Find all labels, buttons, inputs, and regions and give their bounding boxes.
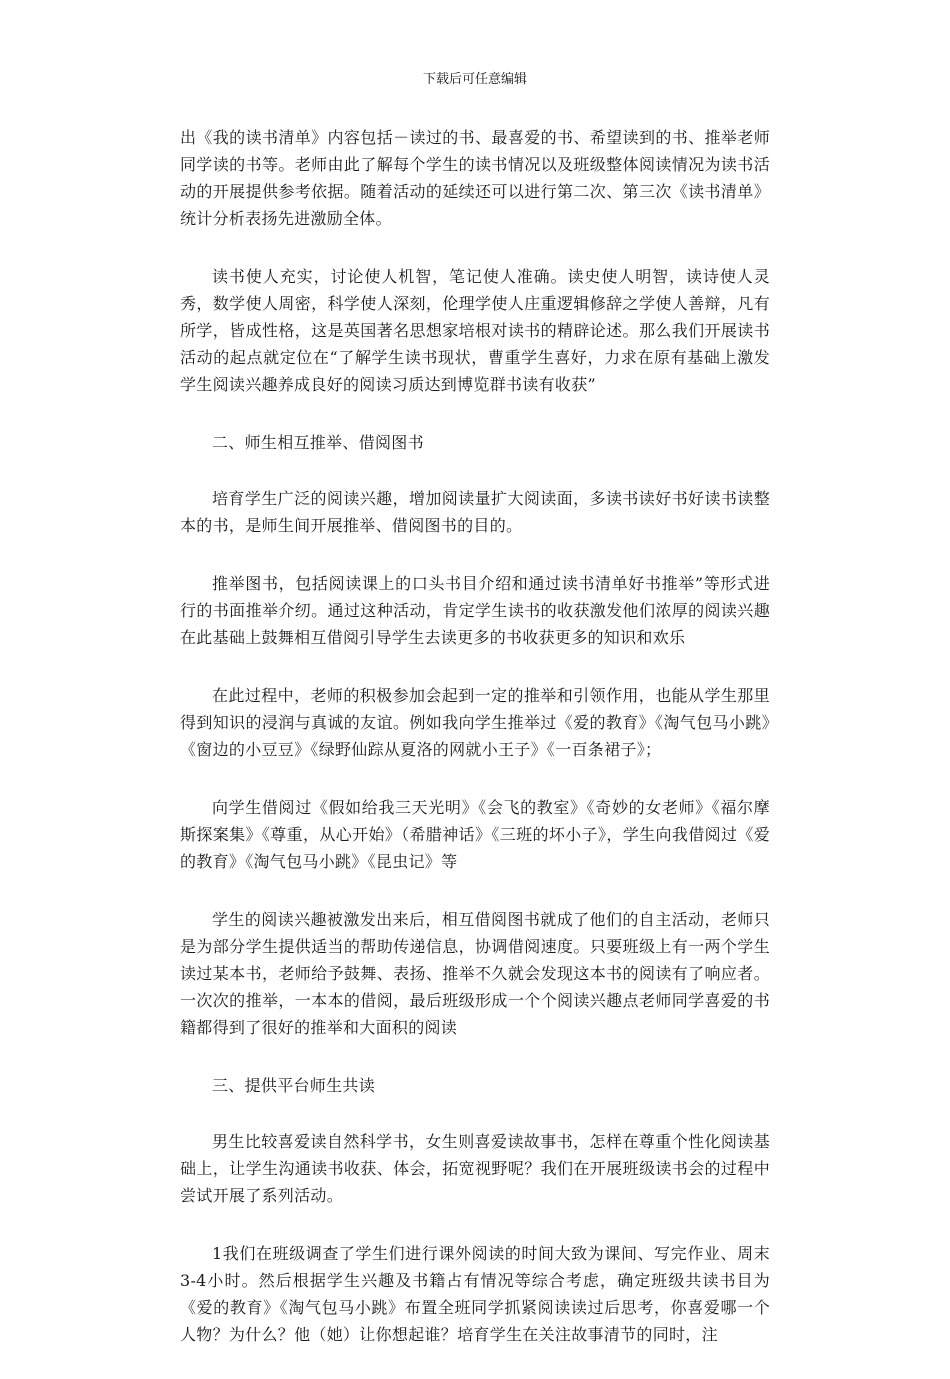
paragraph-reading-preferences: 男生比较喜爱读自然科学书，女生则喜爱读故事书，怎样在尊重个性化阅读基础上，让学生沟通读书收获、体会，拓宽视野呢？我们在开展班级读书会的过程中尝试开展了系列活动。: [180, 1132, 770, 1205]
page-header: 下载后可任意编辑: [422, 72, 527, 87]
section-heading-shared-reading: 三、提供平台师生共读: [212, 1076, 376, 1095]
document-body: [180, 124, 770, 1379]
paragraph-purpose: 培育学生广泛的阅读兴趣，增加阅读量扩大阅读面，多读书读好书好读书读整本的书，是师生间开展推举、借阅图书的目的。: [180, 489, 770, 535]
paragraph-bacon-quote: 读书使人充实，讨论使人机智，笔记使人准确。读史使人明智，读诗使人灵秀，数学使人周密，科学使人深刻，伦理学使人庄重逻辑修辞之学使人善辩，凡有所学，皆成性格，这是英国著名思想家培根对读书的精辟论述。那么我们开展读书活动的起点就定位在“了解学生读书现状，曹重学生喜好，力求在原有基础上激发学生阅读兴趣养成良好的阅读习质达到博览群书读有收获”: [180, 267, 770, 394]
paragraph-reading-interest: 学生的阅读兴趣被激发出来后，相互借阅图书就成了他们的自主活动，老师只是为部分学生提供适当的帮助传递信息，协调借阅速度。只要班级上有一两个学生读过某本书，老师给予鼓舞、表扬、推举不久就会发现这本书的阅读有了响应者。一次次的推举，一本本的借阅，最后班级形成一个个阅读兴趣点老师同学喜爱的书籍都得到了很好的推举和大面积的阅读: [180, 910, 770, 1037]
paragraph-recommend-books: 推举图书，包括阅读课上的口头书目介绍和通过读书清单好书推举”等形式进行的书面推举介纫。通过这种活动，肯定学生读书的收获激发他们浓厚的阅读兴趣在此基础上鼓舞相互借阅引导学生去读更多的书收获更多的知识和欢乐: [180, 574, 770, 647]
paragraph-class-survey: 1我们在班级调查了学生们进行课外阅读的时间大致为课间、写完作业、周末3-4小时。然后根据学生兴趣及书籍占有情况等综合考虑，确定班级共读书目为《爱的教育》《淘气包马小跳》布置全班同学抓紧阅读读过后思考，你喜爱哪一个人物？为什么？他（她）让你想起谁？培育学生在关注故事清节的同时，注: [180, 1244, 770, 1344]
paragraph-borrowed-books: 向学生借阅过《假如给我三天光明》《会飞的教室》《奇妙的女老师》《福尔摩斯探案集》《尊重，从心开始》（希腊神话》《三班的坏小子》，学生向我借阅过《爱的教育》《淘气包马小跳》《昆虫记》等: [180, 798, 770, 871]
section-heading-recommend: 二、师生相互推举、借阅图书: [212, 433, 424, 452]
paragraph-teacher-role: 在此过程中，老师的积极参加会起到一定的推举和引领作用，也能从学生那里得到知识的浸润与真诚的友谊。例如我向学生推举过《爱的教育》《淘气包马小跳》《窗边的小豆豆》《绿野仙踪从夏洛的网就小王子》《一百条裙子》；: [180, 686, 770, 759]
paragraph-reading-list: 出《我的读书清单》内容包括－读过的书、最喜爱的书、希望读到的书、推举老师同学读的书等。老师由此了解每个学生的读书情况以及班级整体阅读情况为读书活动的开展提供参考依据。随着活动的延续还可以进行第二次、第三次《读书清单》统计分析表扬先进激励全体。: [180, 128, 770, 228]
